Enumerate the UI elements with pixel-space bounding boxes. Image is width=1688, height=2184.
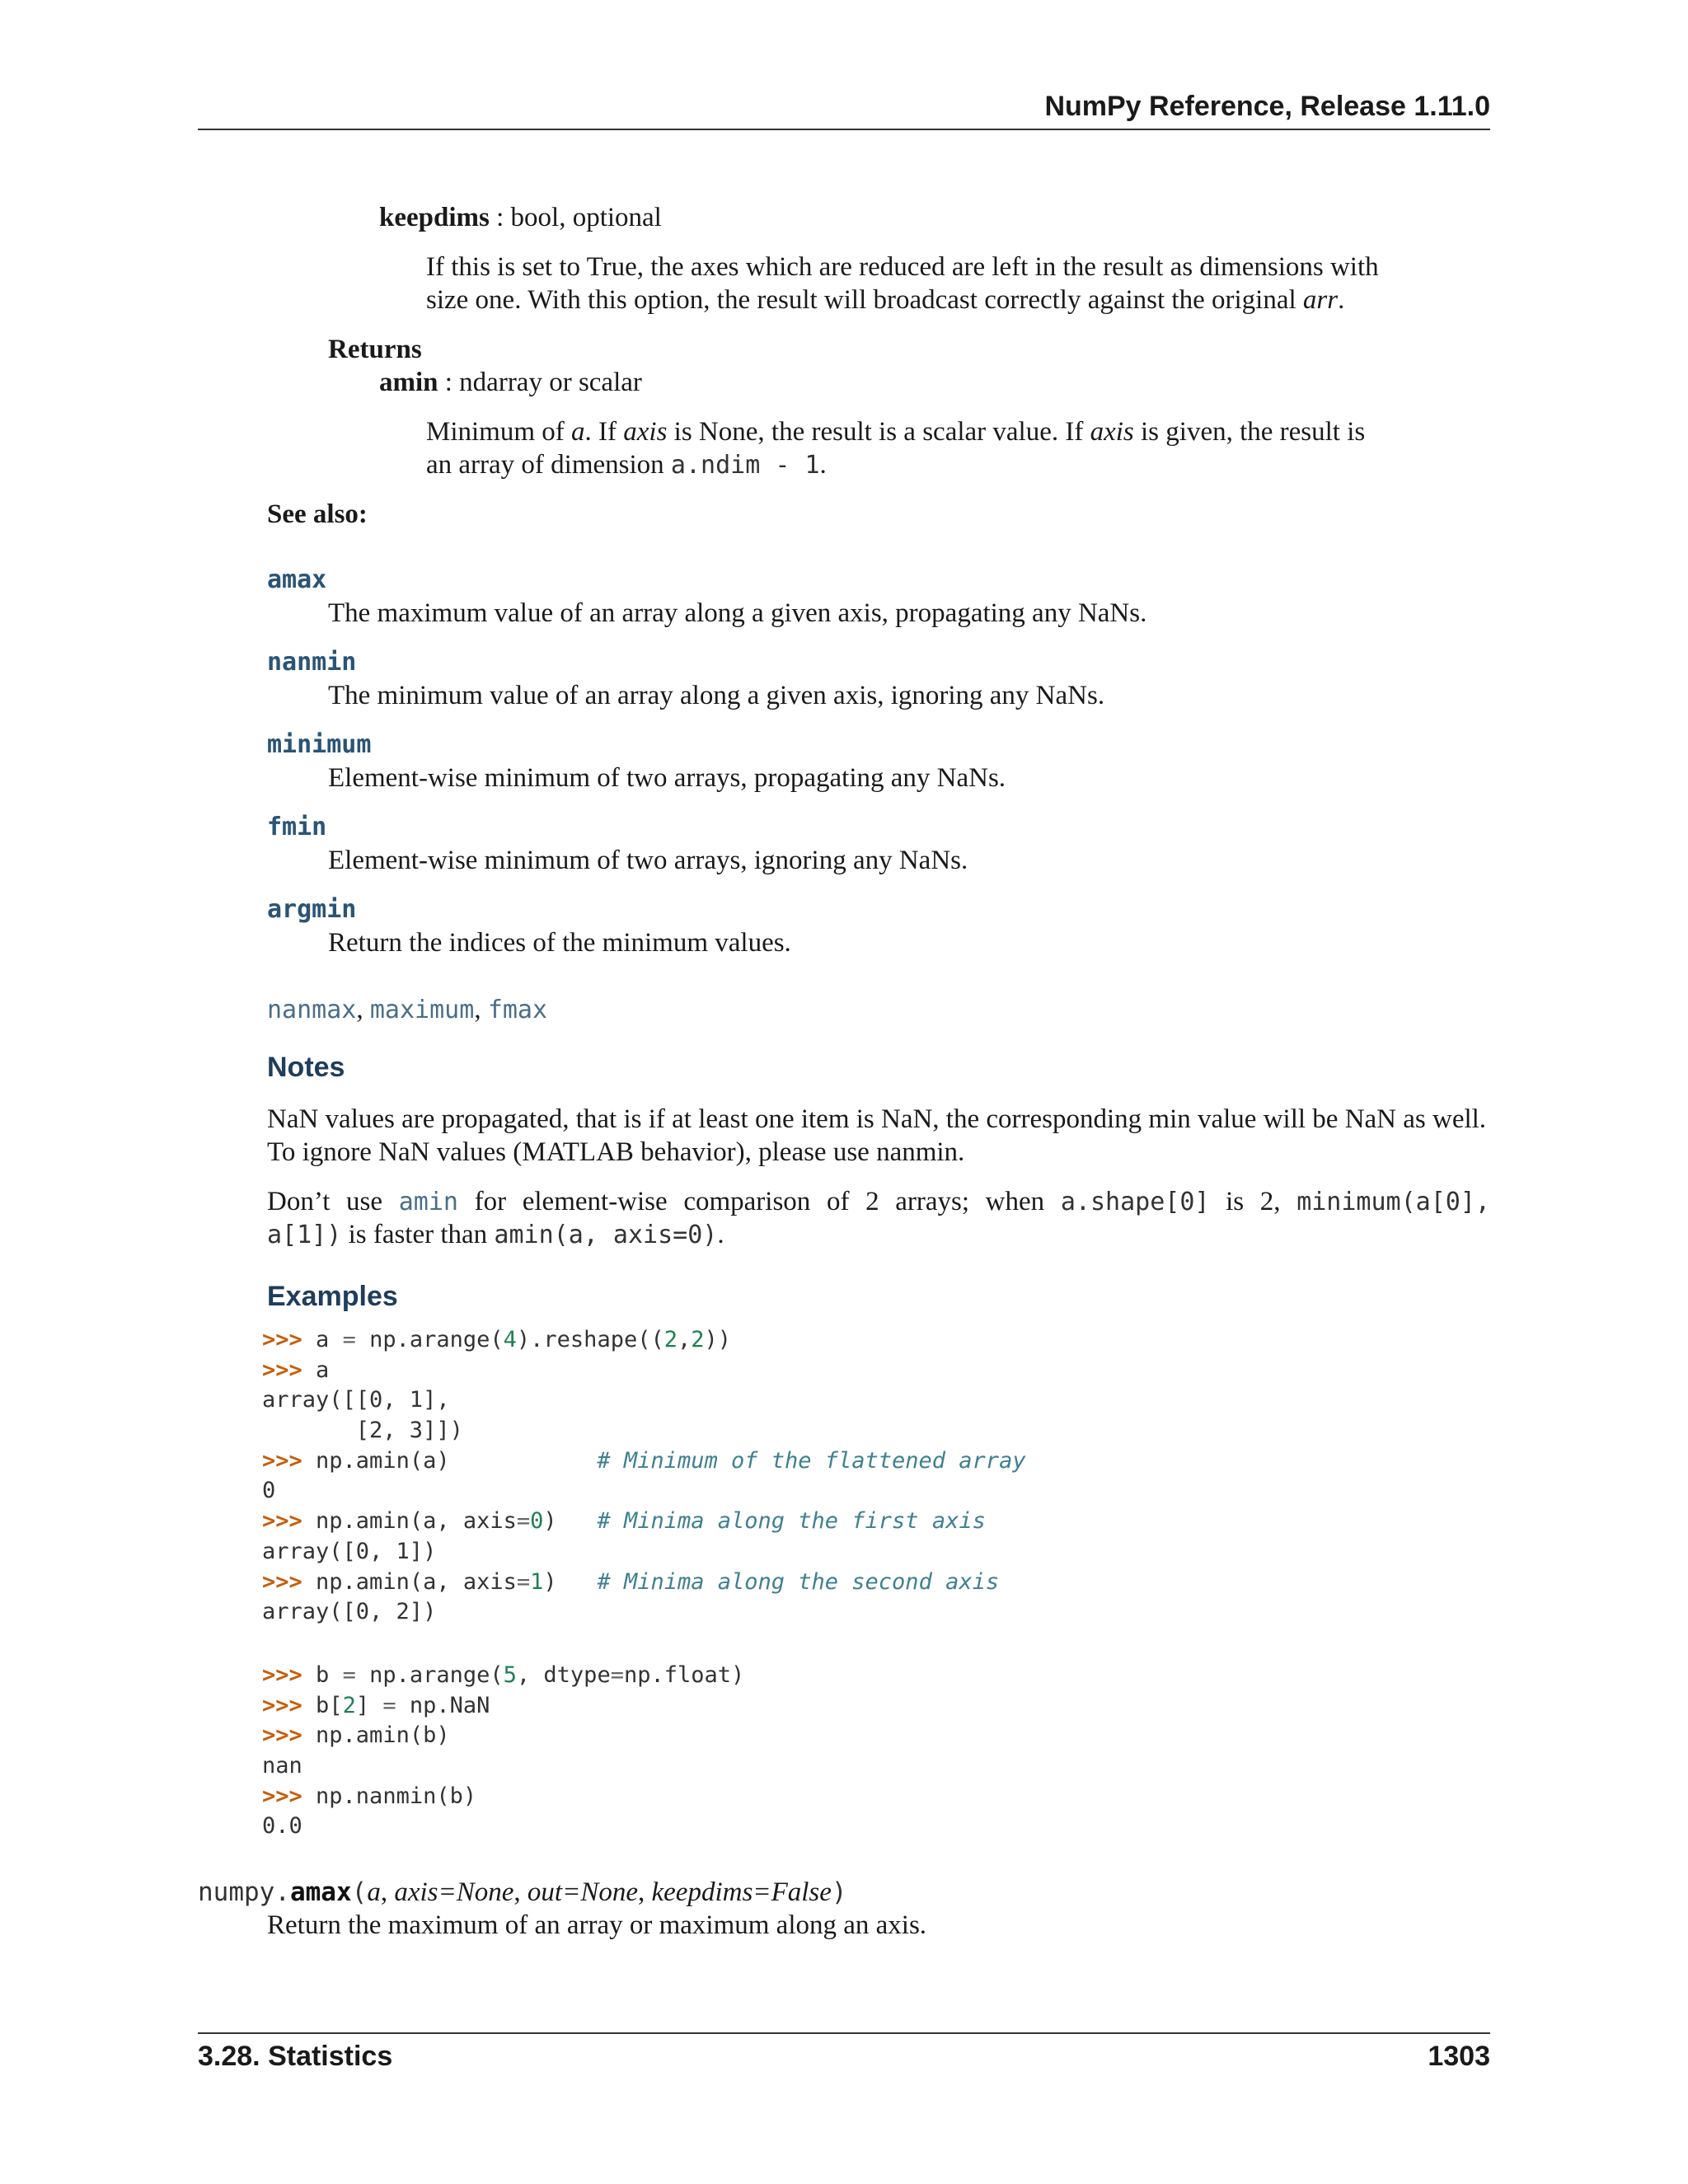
- return-name: amin: [379, 368, 438, 397]
- footer-rule: [198, 2032, 1490, 2034]
- param-desc-line: If this is set to True, the axes which are reduced are left in the result as dimensions with: [426, 252, 1379, 282]
- sig-name: amax: [289, 1877, 352, 1907]
- examples-heading: Examples: [267, 1281, 398, 1312]
- return-item: [379, 366, 642, 399]
- see-also-link-maximum[interactable]: maximum: [369, 996, 475, 1024]
- sig-module: numpy.: [198, 1877, 290, 1907]
- notes-heading: Notes: [267, 1052, 345, 1083]
- footer-section: 3.28. Statistics: [198, 2041, 393, 2072]
- header-rule: [198, 129, 1490, 130]
- return-type: : ndarray or scalar: [438, 368, 642, 397]
- param-name: keepdims: [379, 203, 490, 232]
- see-also-link-nanmin[interactable]: nanmin: [267, 648, 357, 677]
- returns-label: Returns: [328, 335, 422, 364]
- notes-line: To ignore NaN values (MATLAB behavior), please use nanmin.: [267, 1137, 965, 1167]
- see-also-desc: Element-wise minimum of two arrays, propagating any NaNs.: [328, 763, 1006, 793]
- function-summary: Return the maximum of an array or maximum along an axis.: [267, 1910, 927, 1940]
- return-desc-line: an array of dimension a.ndim - 1.: [426, 450, 827, 480]
- see-also-desc: The minimum value of an array along a given axis, ignoring any NaNs.: [328, 681, 1105, 710]
- function-signature: numpy.amax(a, axis=None, out=None, keepdims=False): [198, 1877, 847, 1907]
- see-also-desc: The maximum value of an array along a given axis, propagating any NaNs.: [328, 598, 1147, 628]
- code-example: >>> a = np.arange(4).reshape((2,2)) >>> a array([[0, 1], [2, 3]]) >>> np.amin(a) # Minimum of the flattened array 0 >>> np.amin(a, axis=0) # Minima along the first axis array([0, 1]) >>> np.amin(a, axis=1) # Minima along the second axis array([0, 2]) >>> b = np.arange(5, dtype=np.float) >>> b[2] = np.NaN >>> np.amin(b) nan >>> np.nanmin(b) 0.0: [262, 1327, 1026, 1840]
- see-also-label: See also:: [267, 499, 368, 529]
- see-also-link-minimum[interactable]: minimum: [267, 730, 372, 759]
- see-also-link-nanmax[interactable]: nanmax: [267, 996, 357, 1024]
- see-also-link-fmin[interactable]: fmin: [267, 813, 327, 841]
- notes-line: a[1]) is faster than amin(a, axis=0).: [267, 1220, 724, 1249]
- see-also-extra: nanmax, maximum, fmax: [267, 995, 548, 1024]
- see-also-link-fmax[interactable]: fmax: [487, 996, 548, 1024]
- see-also-desc: Return the indices of the minimum values.: [328, 928, 791, 958]
- see-also-desc: Element-wise minimum of two arrays, ignoring any NaNs.: [328, 846, 968, 875]
- see-also-link-argmin[interactable]: argmin: [267, 895, 357, 924]
- param-keepdims: [379, 201, 662, 234]
- inline-code: a.ndim - 1: [670, 451, 820, 480]
- param-desc-line: size one. With this option, the result will broadcast correctly against the original arr.: [426, 285, 1345, 315]
- see-also-link-amax[interactable]: amax: [267, 565, 327, 594]
- link-amin[interactable]: amin: [398, 1188, 458, 1216]
- footer-page-number: 1303: [1428, 2041, 1490, 2072]
- running-header: NumPy Reference, Release 1.11.0: [1044, 91, 1490, 122]
- notes-line: Don’t use amin for element-wise comparison of 2 arrays; when a.shape[0] is 2, minimum(a[0],: [267, 1187, 1490, 1216]
- param-type: : bool, optional: [489, 203, 662, 232]
- notes-line: NaN values are propagated, that is if at least one item is NaN, the corresponding min value will be NaN as well.: [267, 1104, 1487, 1134]
- return-desc-line: Minimum of a. If axis is None, the result is a scalar value. If axis is given, the result is: [426, 417, 1366, 447]
